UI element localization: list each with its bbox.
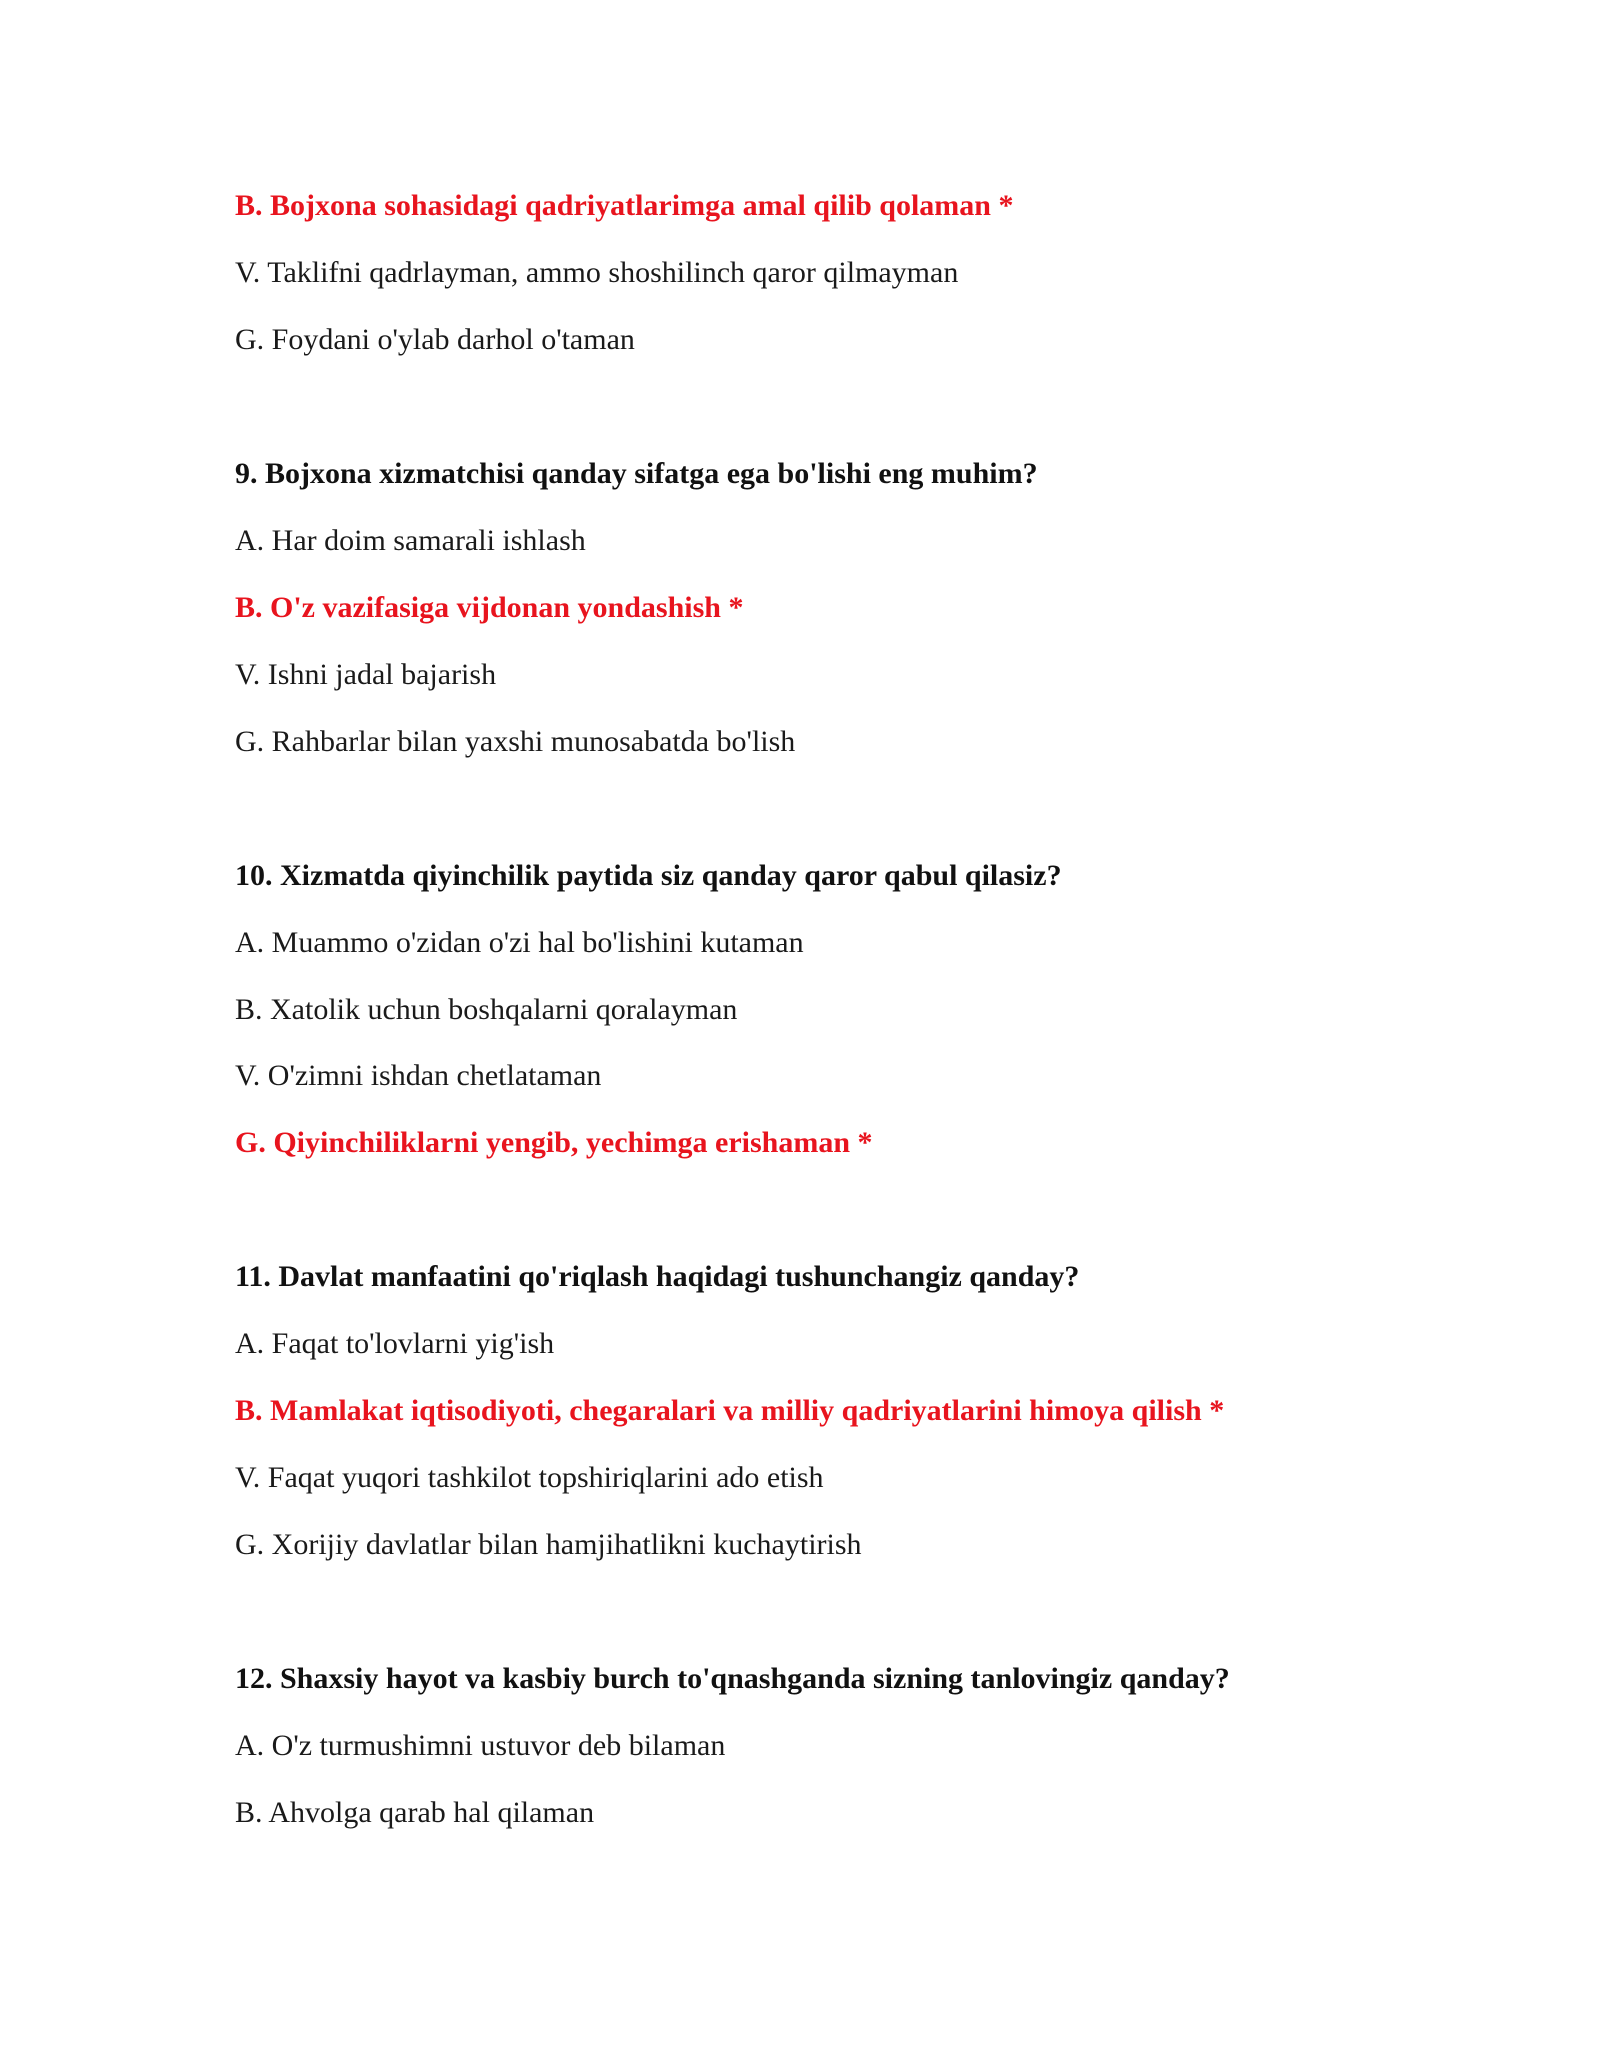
answer-option: A. Muammo o'zidan o'zi hal bo'lishini kutaman <box>235 926 804 959</box>
answer-option: V. Taklifni qadrlayman, ammo shoshilinch qaror qilmayman <box>235 256 959 289</box>
answer-option: G. Rahbarlar bilan yaxshi munosabatda bo'lish <box>235 725 796 758</box>
answer-option: V. Ishni jadal bajarish <box>235 658 497 691</box>
answer-option: G. Foydani o'ylab darhol o'taman <box>235 323 635 356</box>
answer-option: V. O'zimni ishdan chetlataman <box>235 1059 602 1092</box>
answer-option: A. O'z turmushimni ustuvor deb bilaman <box>235 1729 726 1762</box>
question-title: 10. Xizmatda qiyinchilik paytida siz qanday qaror qabul qilasiz? <box>235 859 1062 892</box>
question-title: 12. Shaxsiy hayot va kasbiy burch to'qnashganda sizning tanlovingiz qanday? <box>235 1662 1230 1695</box>
question-title: 11. Davlat manfaatini qo'riqlash haqidagi tushunchangiz qanday? <box>235 1260 1080 1293</box>
answer-option-correct: G. Qiyinchiliklarni yengib, yechimga erishaman * <box>235 1126 873 1159</box>
answer-option-correct: B. Mamlakat iqtisodiyoti, chegaralari va milliy qadriyatlarini himoya qilish * <box>235 1394 1225 1427</box>
answer-option-correct: B. Bojxona sohasidagi qadriyatlarimga amal qilib qolaman * <box>235 189 1014 222</box>
answer-option: A. Faqat to'lovlarni yig'ish <box>235 1327 555 1360</box>
answer-option: B. Xatolik uchun boshqalarni qoralayman <box>235 993 738 1026</box>
answer-option-correct: B. O'z vazifasiga vijdonan yondashish * <box>235 591 744 624</box>
answer-option: A. Har doim samarali ishlash <box>235 524 586 557</box>
answer-option: V. Faqat yuqori tashkilot topshiriqlarini ado etish <box>235 1461 824 1494</box>
answer-option: G. Xorijiy davlatlar bilan hamjihatlikni kuchaytirish <box>235 1528 862 1561</box>
question-title: 9. Bojxona xizmatchisi qanday sifatga ega bo'lishi eng muhim? <box>235 457 1038 490</box>
answer-option: B. Ahvolga qarab hal qilaman <box>235 1796 595 1829</box>
